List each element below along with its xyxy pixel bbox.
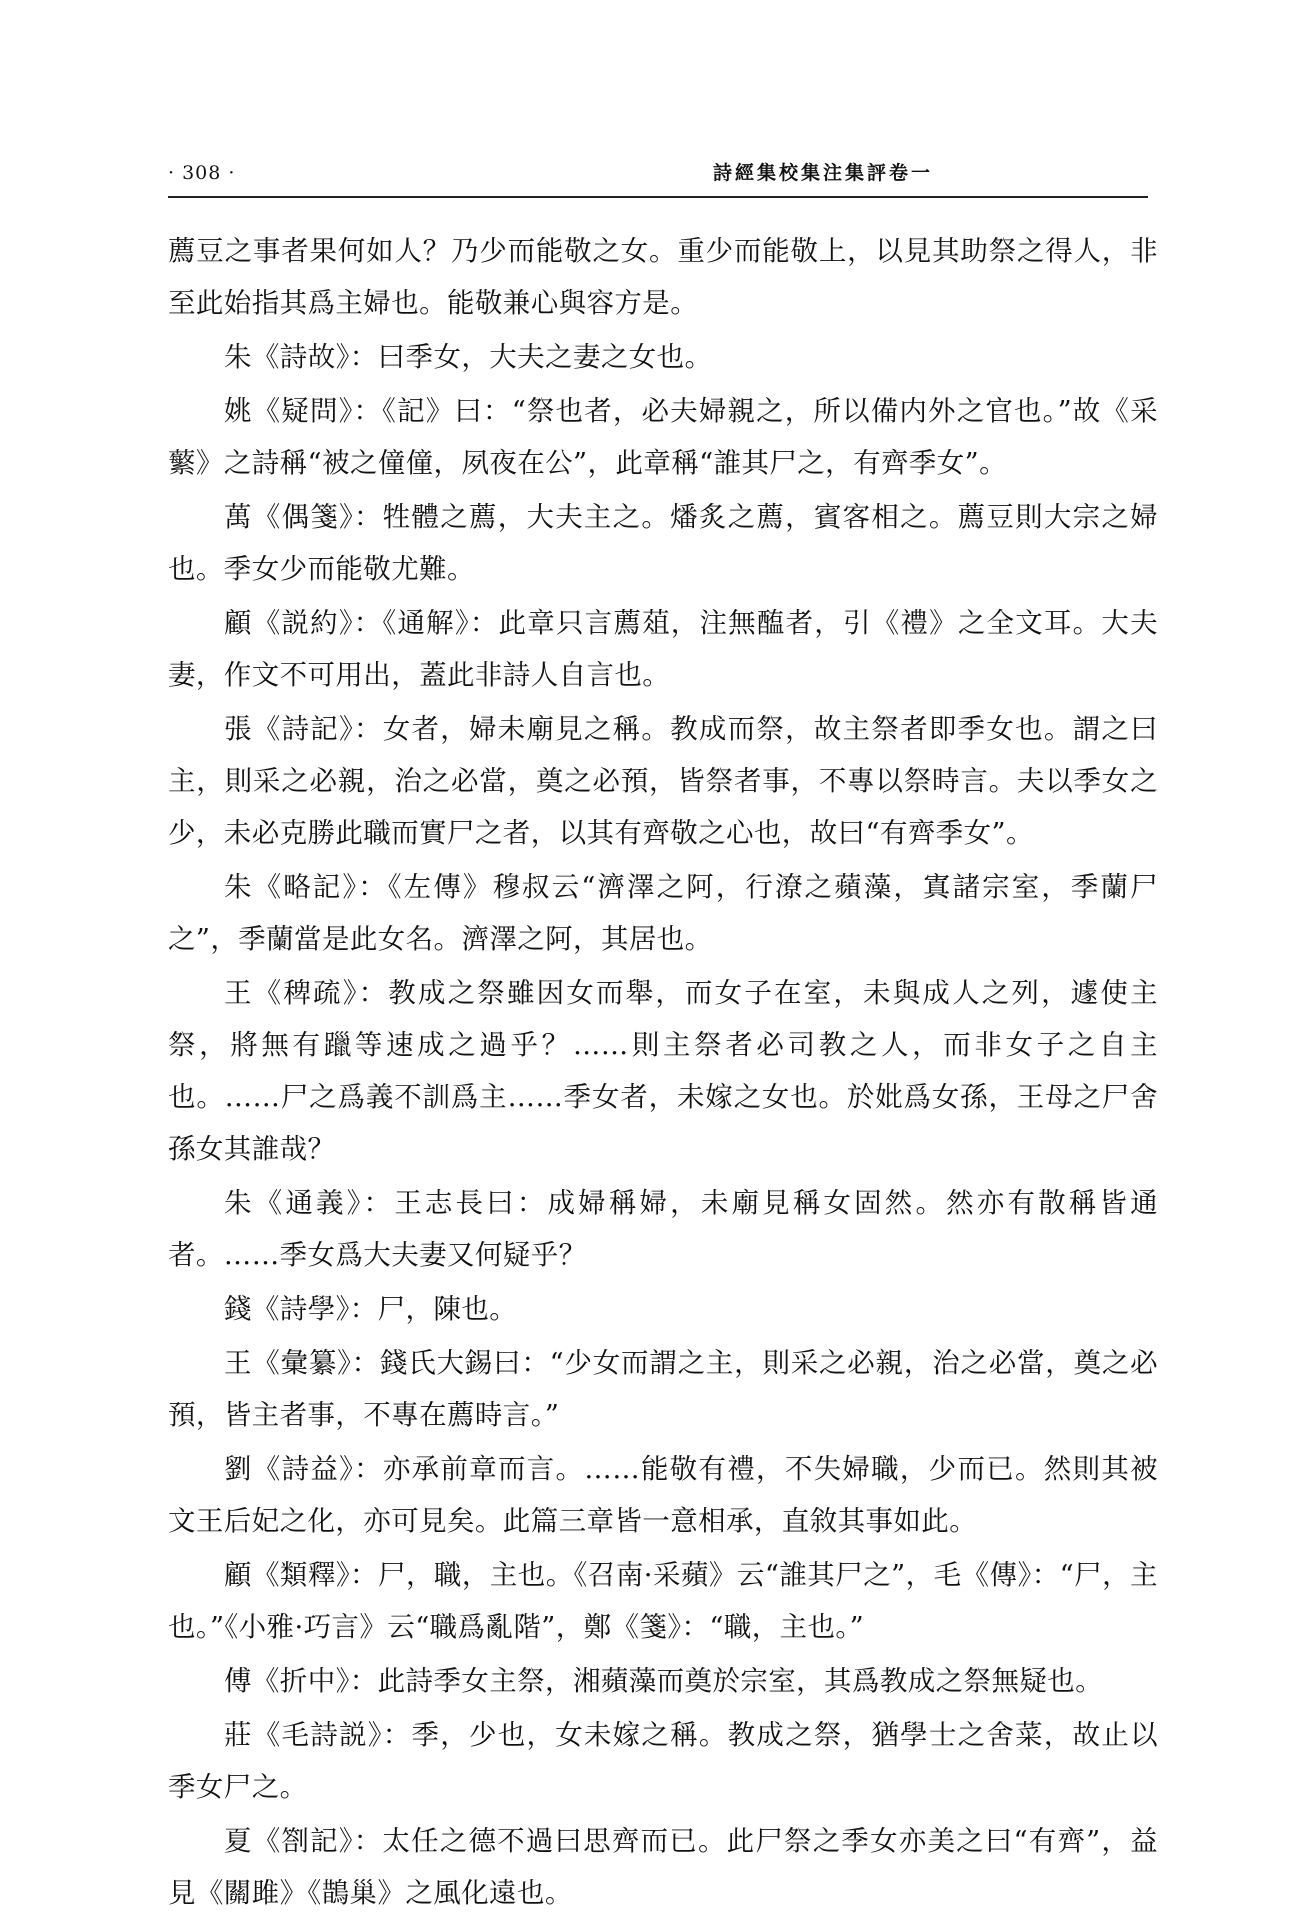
paragraph: 薦豆之事者果何如人？乃少而能敬之女。重少而能敬上，以見其助祭之得人，非至此始指其爲主婦也。能敬兼心與容方是。: [168, 235, 1158, 319]
paragraph: 顧《類釋》：尸，職，主也。《召南·采蘋》云“誰其尸之”，毛《傳》：“尸，主也。”《小雅·巧言》云“職爲亂階”，鄭《箋》：“職，主也。”: [168, 1559, 1158, 1643]
paragraph: 夏《劄記》：太任之德不過曰思齊而已。此尸祭之季女亦美之曰“有齊”，益見《關雎》《鵲巢》之風化遠也。: [168, 1825, 1158, 1909]
page-header: [168, 158, 1148, 188]
paragraph: 姚《疑問》：《記》曰：“祭也者，必夫婦親之，所以備内外之官也。”故《采蘩》之詩稱“被之僮僮，夙夜在公”，此章稱“誰其尸之，有齊季女”。: [168, 395, 1158, 479]
paragraph: 傅《折中》：此詩季女主祭，湘蘋藻而奠於宗室，其爲教成之祭無疑也。: [224, 1665, 1104, 1697]
paragraph: 王《稗疏》：教成之祭雖因女而舉，而女子在室，未與成人之列，遽使主祭，將無有躐等速成之過乎？……則主祭者必司教之人，而非女子之自主也。……尸之爲義不訓爲主……季女者，未嫁之女也。於妣爲女孫，王母之尸舍孫女其誰哉？: [168, 977, 1158, 1165]
running-title: 詩經集校集注集評卷一: [713, 162, 934, 184]
body-text: [168, 225, 1158, 1921]
paragraph: 王《彙纂》：錢氏大錫曰：“少女而謂之主，則采之必親，治之必當，奠之必預，皆主者事，不專在薦時言。”: [168, 1347, 1158, 1431]
paragraph: 萬《偶箋》：牲體之薦，大夫主之。燔炙之薦，賓客相之。薦豆則大宗之婦也。季女少而能敬尤難。: [168, 501, 1158, 585]
header-rule: [168, 196, 1148, 198]
paragraph: 朱《詩故》：曰季女，大夫之妻之女也。: [224, 341, 713, 373]
paragraph: 劉《詩益》：亦承前章而言。……能敬有禮，不失婦職，少而已。然則其被文王后妃之化，亦可見矣。此篇三章皆一意相承，直敘其事如此。: [168, 1453, 1158, 1537]
paragraph: 錢《詩學》：尸，陳也。: [224, 1293, 518, 1325]
paragraph: 張《詩記》：女者，婦未廟見之稱。教成而祭，故主祭者即季女也。謂之曰主，則采之必親，治之必當，奠之必預，皆祭者事，不專以祭時言。夫以季女之少，未必克勝此職而實尸之者，以其有齊敬之心也，故曰“有齊季女”。: [168, 713, 1158, 849]
paragraph: 朱《通義》：王志長曰：成婦稱婦，未廟見稱女固然。然亦有散稱皆通者。……季女爲大夫妻又何疑乎？: [168, 1187, 1158, 1271]
paragraph: 朱《略記》：《左傳》穆叔云“濟澤之阿，行潦之蘋藻，寘諸宗室，季蘭尸之”，季蘭當是此女名。濟澤之阿，其居也。: [168, 871, 1158, 955]
page-number: · 308 ·: [168, 162, 236, 184]
paragraph: 顧《説約》：《通解》：此章只言薦葅，注無醢者，引《禮》之全文耳。大夫妻，作文不可用出，蓋此非詩人自言也。: [168, 607, 1158, 691]
paragraph: 莊《毛詩説》：季，少也，女未嫁之稱。教成之祭，猶學士之舍菜，故止以季女尸之。: [168, 1719, 1158, 1803]
